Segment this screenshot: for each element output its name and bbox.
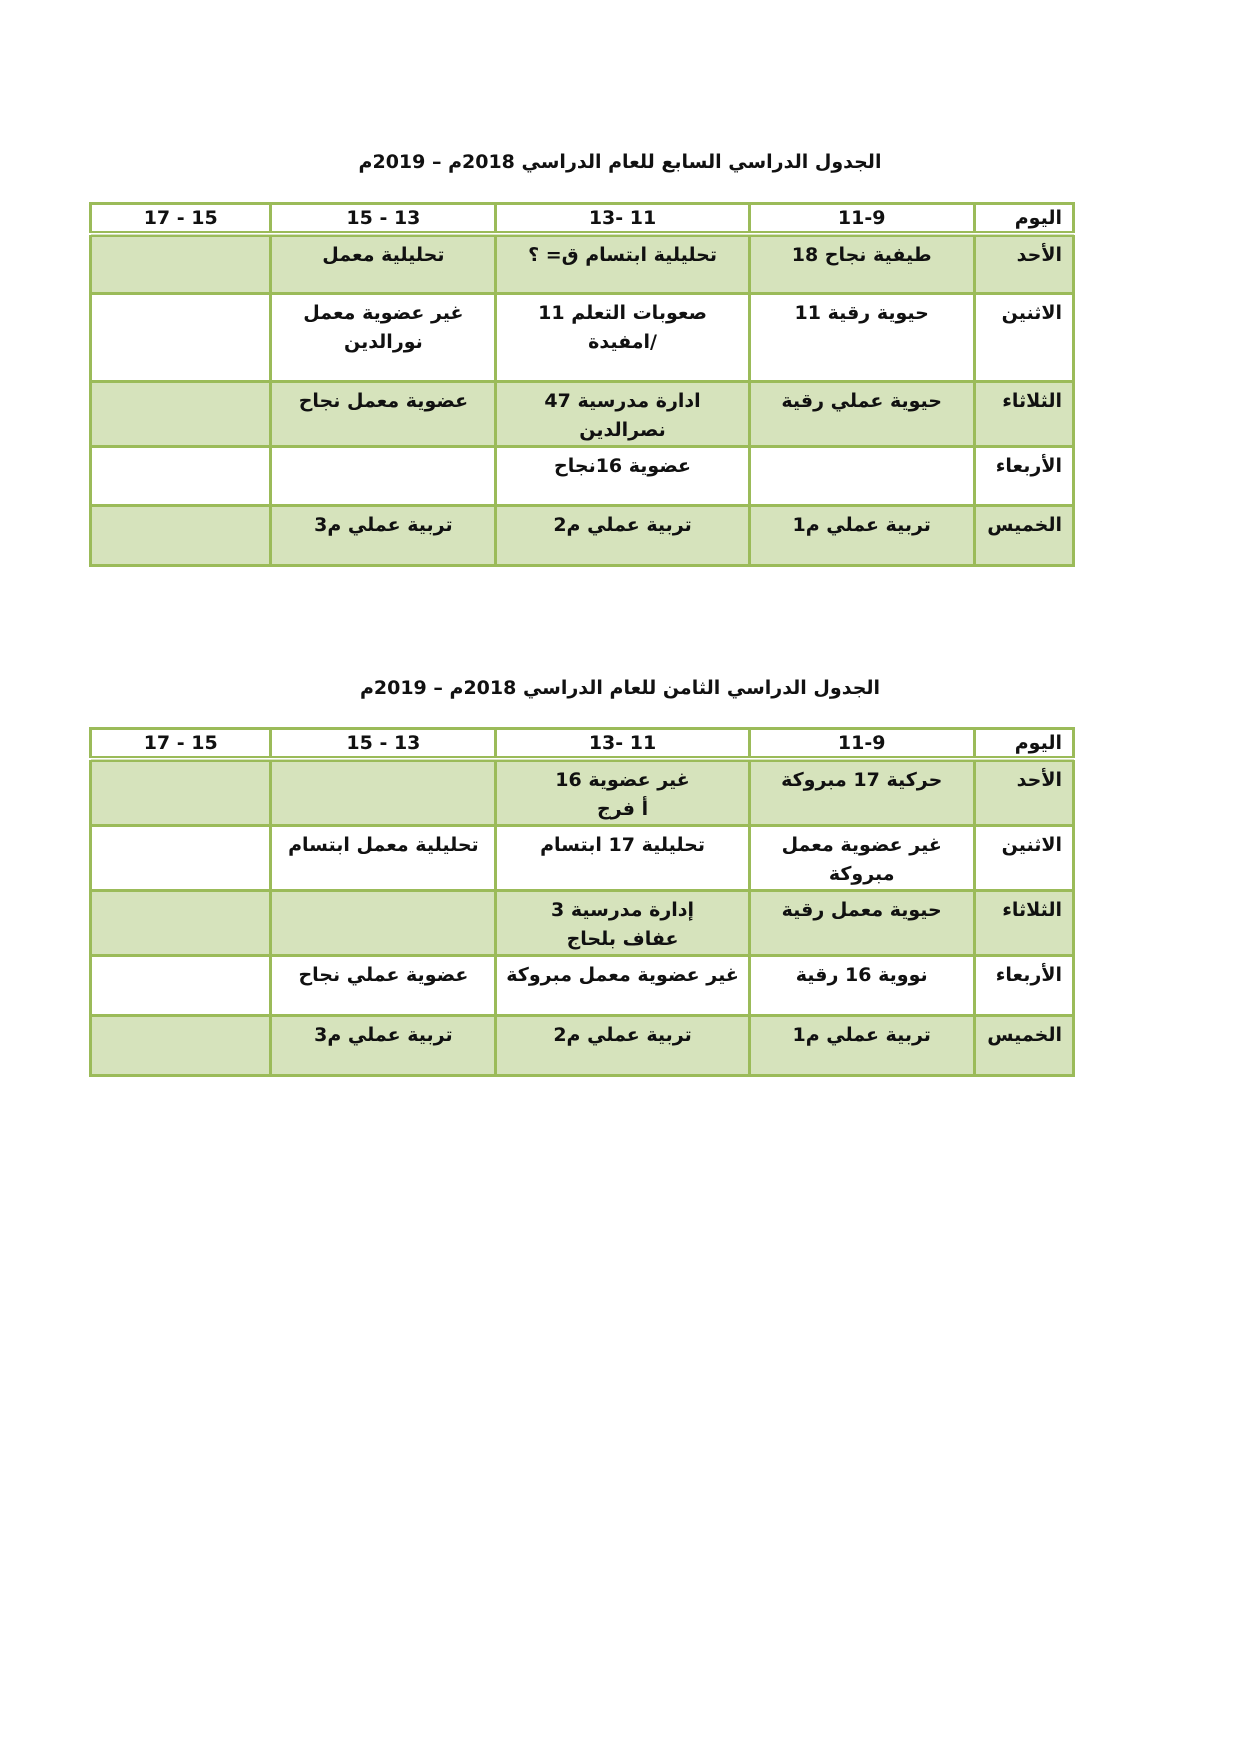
- cell: غير عضوية معمل مبروكة: [749, 826, 974, 891]
- cell: [91, 891, 271, 956]
- cell: حيوية عملي رقية: [749, 381, 974, 446]
- schedule7-table: [89, 202, 1075, 567]
- schedule7-header-row: [91, 204, 1074, 235]
- day-cell: الأربعاء: [974, 956, 1073, 1016]
- cell: حركية 17 مبروكة: [749, 759, 974, 826]
- cell: حيوية معمل رقية: [749, 891, 974, 956]
- cell: [91, 505, 271, 565]
- cell: ادارة مدرسية 47 نصرالدين: [496, 381, 749, 446]
- table-row: [91, 234, 1074, 293]
- cell: عضوية عملي نجاح: [271, 956, 496, 1016]
- header-slot-2: 11 -13: [496, 204, 749, 235]
- cell: غير عضوية معمل مبروكة: [496, 956, 749, 1016]
- cell: تربية عملي م3: [271, 1016, 496, 1076]
- header-slot-1: 11-9: [749, 729, 974, 760]
- table-row: [91, 956, 1074, 1016]
- cell: [91, 759, 271, 826]
- cell: [271, 446, 496, 505]
- cell: غير عضوية 16 أ فرج: [496, 759, 749, 826]
- cell: [749, 446, 974, 505]
- header-slot-4: 15 - 17: [91, 204, 271, 235]
- day-cell: الثلاثاء: [974, 891, 1073, 956]
- cell: تحليلية معمل ابتسام: [271, 826, 496, 891]
- cell: تربية عملي م1: [749, 505, 974, 565]
- cell: تحليلية ابتسام ق= ؟: [496, 234, 749, 293]
- table-row: [91, 1016, 1074, 1076]
- cell: إدارة مدرسية 3 عفاف بلحاج: [496, 891, 749, 956]
- cell: تربية عملي م1: [749, 1016, 974, 1076]
- cell: [91, 446, 271, 505]
- day-cell: الأربعاء: [974, 446, 1073, 505]
- cell: نووية 16 رقية: [749, 956, 974, 1016]
- header-slot-2: 11 -13: [496, 729, 749, 760]
- cell: عضوية 16نجاح: [496, 446, 749, 505]
- cell: طيفية نجاح 18: [749, 234, 974, 293]
- cell: [271, 891, 496, 956]
- cell: غير عضوية معمل نورالدين: [271, 293, 496, 381]
- table-row: [91, 826, 1074, 891]
- cell: عضوية معمل نجاح: [271, 381, 496, 446]
- table-row: [91, 505, 1074, 565]
- table-row: [91, 293, 1074, 381]
- schedule8-table: [89, 727, 1075, 1077]
- cell: تربية عملي م3: [271, 505, 496, 565]
- header-slot-4: 15 - 17: [91, 729, 271, 760]
- cell: [91, 234, 271, 293]
- cell: [91, 1016, 271, 1076]
- table-row: [91, 446, 1074, 505]
- header-slot-3: 13 - 15: [271, 204, 496, 235]
- cell: حيوية رقية 11: [749, 293, 974, 381]
- table-row: [91, 891, 1074, 956]
- cell: تربية عملي م2: [496, 1016, 749, 1076]
- table-row: [91, 381, 1074, 446]
- cell: [91, 826, 271, 891]
- header-day: اليوم: [974, 729, 1073, 760]
- day-cell: الأحد: [974, 759, 1073, 826]
- header-slot-1: 11-9: [749, 204, 974, 235]
- header-day: اليوم: [974, 204, 1073, 235]
- cell: تحليلية معمل: [271, 234, 496, 293]
- schedule8-title: الجدول الدراسي الثامن للعام الدراسي 2018م – 2019م: [359, 677, 881, 699]
- day-cell: الخميس: [974, 1016, 1073, 1076]
- day-cell: الاثنين: [974, 293, 1073, 381]
- cell: [91, 381, 271, 446]
- day-cell: الاثنين: [974, 826, 1073, 891]
- schedule8-header-row: [91, 729, 1074, 760]
- day-cell: الأحد: [974, 234, 1073, 293]
- day-cell: الخميس: [974, 505, 1073, 565]
- cell: [91, 293, 271, 381]
- table-row: [91, 759, 1074, 826]
- cell: تحليلية 17 ابتسام: [496, 826, 749, 891]
- header-slot-3: 13 - 15: [271, 729, 496, 760]
- schedule7-title: الجدول الدراسي السابع للعام الدراسي 2018م – 2019م: [358, 151, 882, 173]
- cell: [271, 759, 496, 826]
- cell: تربية عملي م2: [496, 505, 749, 565]
- cell: صعوبات التعلم 11 /امفيدة: [496, 293, 749, 381]
- cell: [91, 956, 271, 1016]
- day-cell: الثلاثاء: [974, 381, 1073, 446]
